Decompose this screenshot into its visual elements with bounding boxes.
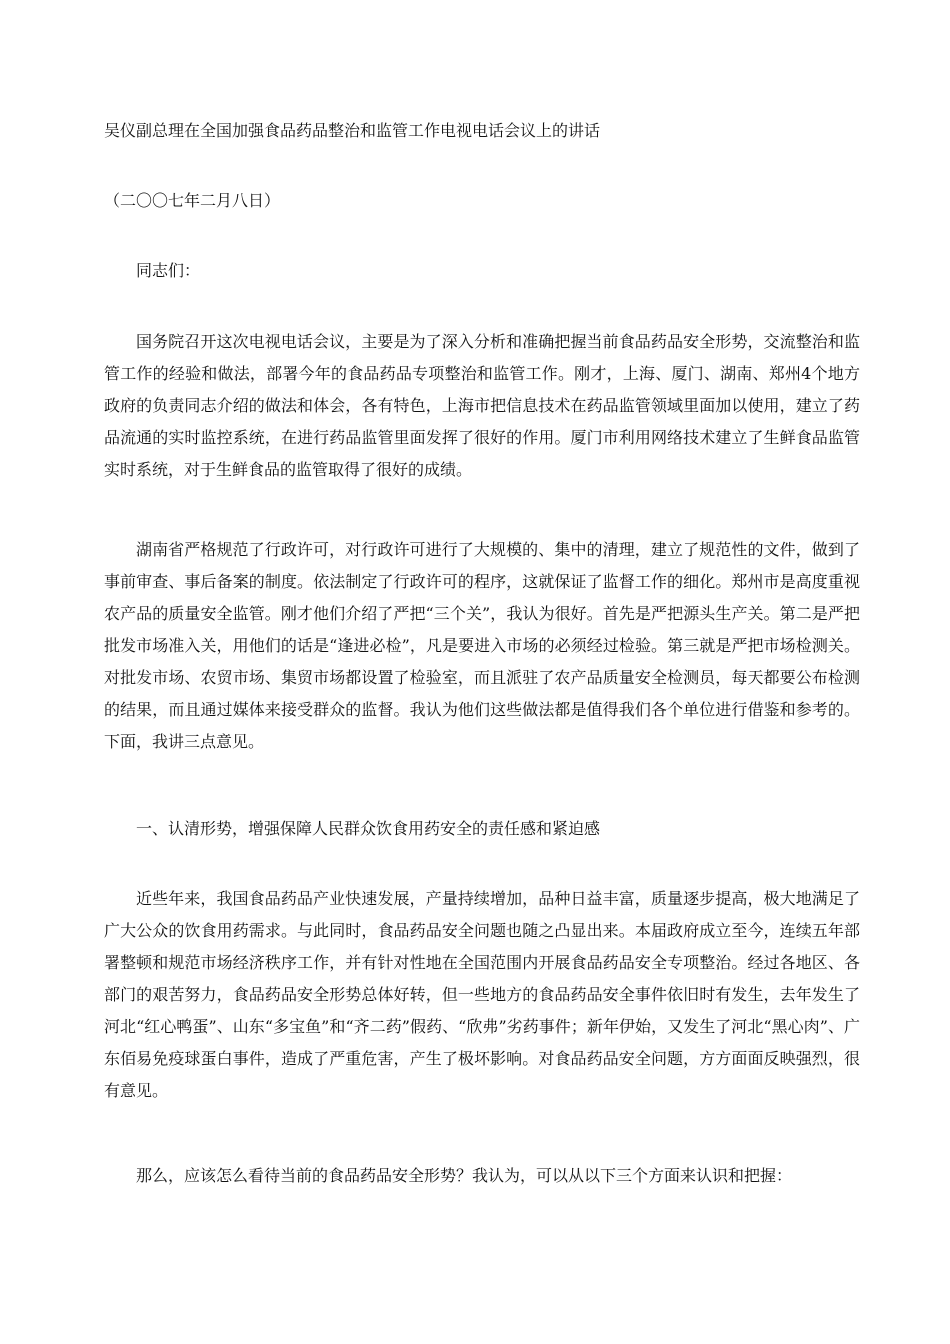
paragraph: 那么，应该怎么看待当前的食品药品安全形势？我认为，可以从以下三个方面来认识和把握： xyxy=(136,1166,793,1185)
paragraph: 近些年来，我国食品药品产业快速发展，产量持续增加，品种日益丰富，质量逐步提高，极大地满足了广大公众的饮食用药需求。与此同时，食品药品安全问题也随之凸显出来。本届政府成立至今，连续五年部署整顿和规范市场经济秩序工作，并有针对性地在全国范围内开展食品药品安全专项整治。经过各地区、各部门的艰苦努力，食品药品安全形势总体好转，但一些地方的食品药品安全事件依旧时有发生，去年发生了河北“红心鸭蛋”、山东“多宝鱼”和“齐二药”假药、“欣弗”劣药事件；新年伊始，又发生了河北“黑心肉”、广东佰易免疫球蛋白事件，造成了严重危害，产生了极坏影响。对食品药品安全问题，方方面面反映强烈，很有意见。 xyxy=(104,889,860,1100)
document-title: 吴仪副总理在全国加强食品药品整治和监管工作电视电话会议上的讲话 xyxy=(104,121,601,140)
greeting: 同志们： xyxy=(136,261,201,280)
section-heading: 一、认清形势，增强保障人民群众饮食用药安全的责任感和紧迫感 xyxy=(136,819,601,838)
paragraph: 国务院召开这次电视电话会议，主要是为了深入分析和准确把握当前食品药品安全形势，交流整治和监管工作的经验和做法，部署今年的食品药品专项整治和监管工作。刚才，上海、厦门、湖南、郑州4个地方政府的负责同志介绍的做法和体会，各有特色，上海市把信息技术在药品监管领域里面加以使用，建立了药品流通的实时监控系统，在进行药品监管里面发挥了很好的作用。厦门市利用网络技术建立了生鲜食品监管实时系统，对于生鲜食品的监管取得了很好的成绩。 xyxy=(104,332,860,479)
paragraph: 湖南省严格规范了行政许可，对行政许可进行了大规模的、集中的清理，建立了规范性的文件，做到了事前审查、事后备案的制度。依法制定了行政许可的程序，这就保证了监督工作的细化。郑州市是高度重视农产品的质量安全监管。刚才他们介绍了严把“三个关”，我认为很好。首先是严把源头生产关。第二是严把批发市场准入关，用他们的话是“逢进必检”，凡是要进入市场的必须经过检验。第三就是严把市场检测关。对批发市场、农贸市场、集贸市场都设置了检验室，而且派驻了农产品质量安全检测员，每天都要公布检测的结果，而且通过媒体来接受群众的监督。我认为他们这些做法都是值得我们各个单位进行借鉴和参考的。下面，我讲三点意见。 xyxy=(104,540,860,751)
document-date: （二〇〇七年二月八日） xyxy=(104,191,281,210)
